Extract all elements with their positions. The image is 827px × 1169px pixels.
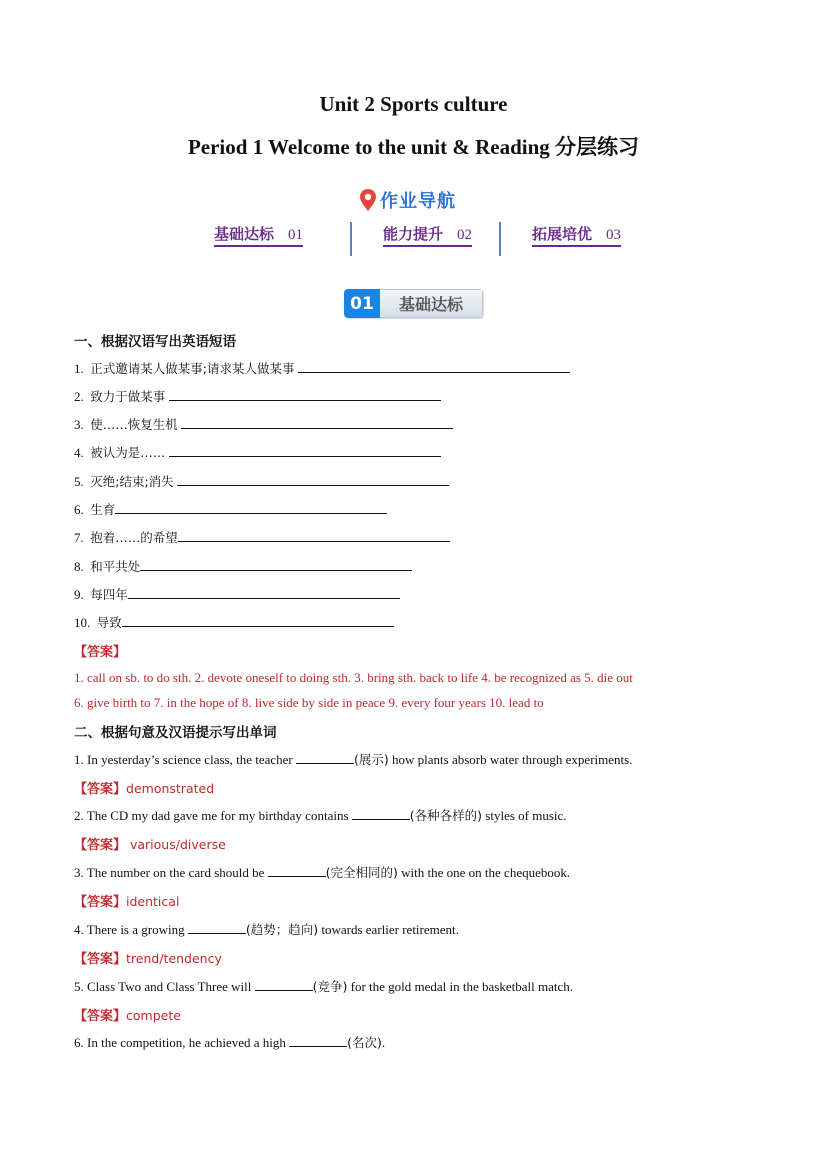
part2-heading: 二、根据句意及汉语提示写出单词: [74, 725, 277, 741]
question-item: 1. In yesterday’s science class, the teacher (展示) how plants absorb water through experiments.: [74, 752, 633, 767]
answer-blank[interactable]: [289, 1034, 347, 1047]
list-item: 9. 每四年: [74, 585, 400, 603]
answer-blank[interactable]: [140, 558, 412, 571]
list-item: 5. 灭绝;结束;消失: [74, 472, 449, 490]
answer-row: 【答案】compete: [74, 1008, 181, 1024]
section-badge: [344, 289, 483, 318]
part1-heading: 一、根据汉语写出英语短语: [74, 334, 236, 350]
answer-blank[interactable]: [177, 473, 449, 486]
answer-row: 【答案】 various/diverse: [74, 837, 226, 853]
badge-label: 基础达标: [380, 289, 483, 318]
answer-row: 【答案】identical: [74, 894, 180, 910]
answer-row: 【答案】demonstrated: [74, 781, 215, 797]
nav-divider: [499, 222, 501, 256]
answer-blank[interactable]: [178, 529, 450, 542]
nav-link-label: 拓展培优: [532, 225, 593, 243]
answer-blank[interactable]: [296, 751, 354, 764]
list-item: 8. 和平共处: [74, 557, 412, 575]
question-item: 3. The number on the card should be (完全相同的) with the one on the chequebook.: [74, 865, 571, 880]
list-item: 7. 抱着……的希望: [74, 528, 450, 546]
answer-blank[interactable]: [128, 586, 400, 599]
question-item: 5. Class Two and Class Three will (竞争) for the gold medal in the basketball match.: [74, 979, 574, 994]
nav-link-num: 03: [606, 227, 622, 243]
list-item: 1. 正式邀请某人做某事;请求某人做某事: [74, 359, 570, 377]
question-item: 2. The CD my dad gave me for my birthday contains (各种各样的) styles of music.: [74, 808, 567, 823]
nav-link-label: 能力提升: [383, 225, 444, 243]
unit-title: Unit 2 Sports culture: [319, 92, 508, 116]
nav-link-num: 02: [457, 227, 473, 243]
answer-blank[interactable]: [268, 864, 326, 877]
answer-blank[interactable]: [169, 388, 441, 401]
list-item: 6. 生育: [74, 500, 387, 518]
homework-nav: [0, 220, 827, 258]
nav-divider: [350, 222, 352, 256]
answer-blank[interactable]: [298, 360, 570, 373]
answer-blank[interactable]: [181, 416, 453, 429]
badge-number: 01: [344, 289, 380, 318]
question-item: 6. In the competition, he achieved a high (名次).: [74, 1035, 386, 1050]
nav-heading-text: 作业导航: [380, 191, 456, 212]
list-item: 2. 致力于做某事: [74, 387, 441, 405]
nav-link-improve[interactable]: [383, 223, 472, 247]
answer-blank[interactable]: [255, 978, 313, 991]
answer-row: 【答案】trend/tendency: [74, 951, 222, 967]
answer-text: 1. call on sb. to do sth. 2. devote oneself to doing sth. 3. bring sth. back to life 4. be recognized as 5. die out: [74, 670, 633, 685]
list-item: 10. 导致: [74, 613, 394, 631]
answer-blank[interactable]: [188, 921, 246, 934]
answer-blank[interactable]: [122, 614, 394, 627]
answer-blank[interactable]: [352, 807, 410, 820]
location-pin-icon: [358, 188, 378, 212]
answer-text: 6. give birth to 7. in the hope of 8. live side by side in peace 9. every four years 10. lead to: [74, 695, 544, 710]
question-item: 4. There is a growing (趋势；趋向) towards earlier retirement.: [74, 922, 459, 937]
answer-blank[interactable]: [169, 444, 441, 457]
homework-nav-heading: [358, 187, 456, 213]
nav-link-extend[interactable]: [532, 223, 621, 247]
period-title: Period 1 Welcome to the unit & Reading 分层练习: [187, 135, 640, 159]
list-item: 4. 被认为是……: [74, 443, 441, 461]
list-item: 3. 使……恢复生机: [74, 415, 453, 433]
answer-blank[interactable]: [115, 501, 387, 514]
nav-link-label: 基础达标: [214, 225, 275, 243]
nav-link-basic[interactable]: [214, 223, 303, 247]
nav-link-num: 01: [288, 227, 304, 243]
answer-tag: 【答案】: [74, 645, 127, 660]
